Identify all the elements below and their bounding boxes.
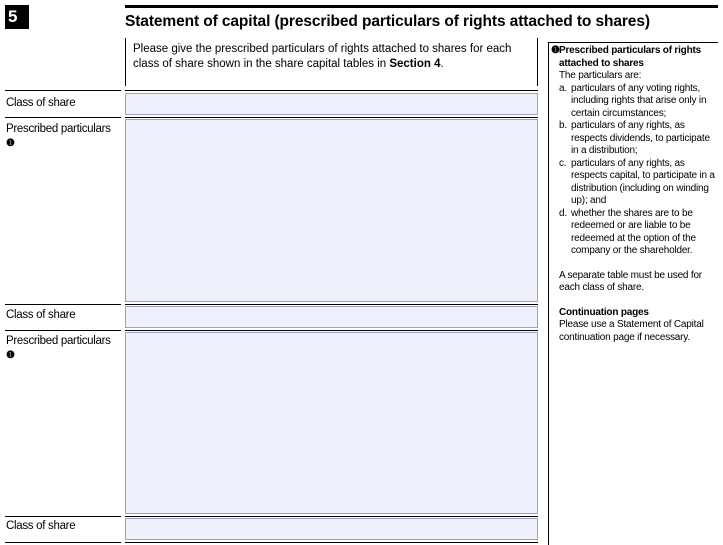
list-text: particulars of any rights, as respects capital, to participate in a distribution (including on winding up); and [571, 157, 715, 206]
list-text: particulars of any rights, as respects dividends, to participate in a distribution; [571, 120, 710, 156]
guidance-list-item [559, 208, 718, 258]
prescribed-particulars-input-2[interactable] [125, 332, 538, 514]
row-divider [125, 117, 538, 118]
list-letter: c. [559, 157, 567, 169]
row-divider [125, 330, 538, 331]
row-divider [125, 542, 538, 543]
prescribed-particulars-input-1[interactable] [125, 119, 538, 302]
row-divider [5, 304, 121, 305]
row-divider [5, 516, 121, 517]
list-letter: d. [559, 207, 567, 219]
class-of-share-input-1[interactable] [125, 93, 538, 115]
separate-table-note: A separate table must be used for each class of share. [559, 269, 702, 293]
section-number: 5 [5, 5, 29, 29]
guidance-panel [548, 42, 718, 545]
class-of-share-label-2: Class of share [6, 309, 76, 321]
row-divider [125, 304, 538, 305]
guidance-list-item [559, 83, 718, 121]
list-text: particulars of any voting rights, including rights that arise only in certain circumstances; [571, 82, 707, 119]
instructions-end: . [440, 58, 444, 70]
continuation-text: Please use a Statement of Capital continuation page if necessary. [559, 319, 704, 343]
row-divider [5, 90, 121, 91]
note-marker-icon: ❶ [551, 45, 560, 56]
note-marker-icon: ❶ [6, 350, 15, 361]
section-instructions [125, 38, 538, 86]
instructions-section-ref: Section 4 [389, 58, 441, 70]
guidance-heading [551, 45, 718, 70]
list-text: whether the shares are to be redeemed or are liable to be redeemed at the option of the company or the shareholder. [571, 207, 696, 256]
section-top-rule [125, 5, 718, 8]
prescribed-particulars-label-1: Prescribed particulars [6, 123, 111, 135]
guidance-body [551, 70, 718, 344]
prescribed-particulars-label-2: Prescribed particulars [6, 335, 111, 347]
section-title: Statement of capital (prescribed particulars of rights attached to shares) [125, 13, 650, 30]
row-divider [125, 516, 538, 517]
class-of-share-input-2[interactable] [125, 306, 538, 328]
instructions-text: Please give the prescribed particulars of rights attached to shares for each class of share shown in the share capital tables in [133, 43, 512, 70]
class-of-share-input-3[interactable] [125, 518, 538, 540]
guidance-list [559, 83, 718, 258]
guidance-list-item [559, 158, 718, 208]
continuation-heading: Continuation pages [559, 306, 649, 318]
row-divider [5, 117, 121, 118]
guidance-list-item [559, 120, 718, 158]
row-divider [5, 542, 121, 543]
list-letter: a. [559, 82, 567, 94]
row-divider [125, 90, 538, 91]
class-of-share-label-3: Class of share [6, 520, 76, 532]
class-of-share-label-1: Class of share [6, 97, 76, 109]
note-marker-icon: ❶ [6, 138, 15, 149]
guidance-intro: The particulars are: [559, 70, 642, 81]
list-letter: b. [559, 120, 567, 131]
guidance-heading-text: Prescribed particulars of rights attached to shares [559, 45, 701, 69]
row-divider [5, 330, 121, 331]
